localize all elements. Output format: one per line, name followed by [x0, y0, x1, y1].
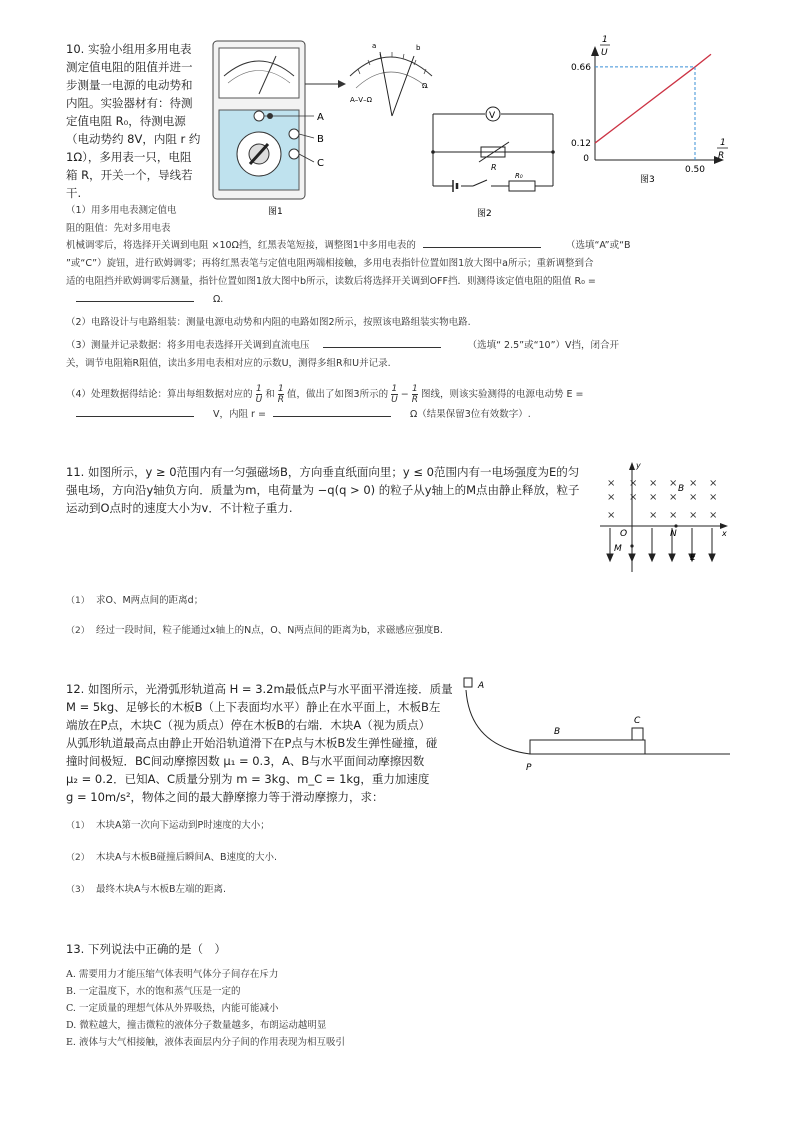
- fig2-voltmeter-label: V: [489, 111, 496, 121]
- q10-part1-cont: 适的电阻挡并欧姆调零后测量，指针位置如图1放大图中b所示，读数后将选择开关调到OFF挡．则测得该定值电阻的阻值 R₀ =: [66, 276, 596, 287]
- magnetic-field-cross-icon: ×: [709, 478, 718, 489]
- magnetic-field-cross-icon: ×: [649, 492, 658, 503]
- q10-part3-text: （3）测量并记录数据：将多用电表选择开关调到直流电压: [66, 340, 310, 351]
- fig1-scale-unit: A–V–Ω: [350, 96, 372, 104]
- q10-intro-line: （电动势约 8V，内阻 r 约: [66, 132, 201, 146]
- q11-fig-label-B: B: [678, 484, 685, 494]
- fig2-rbox-label: R: [491, 163, 497, 172]
- q10-part1-text: （选填“A”或“B: [565, 240, 631, 251]
- q10-part4-text: V，内阻 r =: [213, 409, 266, 420]
- q13-stem: 13. 下列说法中正确的是（ ）: [66, 942, 226, 956]
- figure-1-multimeter: [210, 36, 435, 226]
- magnetic-field-cross-icon: ×: [709, 492, 718, 503]
- q12-stem-line: 端放在P点，木块C（视为质点）停在木板B的右端．木块A（视为质点）: [66, 718, 431, 732]
- q12-fig-label-A: A: [478, 681, 485, 691]
- fig1-pointer-a: a: [372, 42, 377, 50]
- q10-part4-text: Ω（结果保留3位有效数字）.: [410, 409, 531, 420]
- q10-intro-line: 10. 实验小组用多用电表: [66, 42, 192, 56]
- fig1-label-A: A: [317, 112, 324, 123]
- fig3-series-line: [595, 54, 711, 143]
- q11-stem-line: 强电场，方向沿y轴负方向．质量为m，电荷量为 −q(q > 0) 的粒子从y轴上的M点由静止释放，粒子: [66, 483, 580, 497]
- q12-stem: [66, 680, 466, 806]
- magnetic-field-cross-icon: ×: [689, 492, 698, 503]
- fig1-label-B: B: [317, 134, 324, 145]
- q11-fig-label-x: x: [722, 529, 727, 538]
- q11-fig-label-y: y: [636, 461, 641, 470]
- q11-stem: [66, 463, 606, 517]
- q11-sub-number: （1）: [66, 596, 90, 606]
- magnetic-field-cross-icon: ×: [689, 510, 698, 521]
- q12-sub-number: （1）: [66, 821, 90, 831]
- q10-part4-text: （4）处理数据得结论：算出每组数据对应的: [66, 389, 253, 400]
- fig1-label-C: C: [317, 158, 324, 169]
- q10-part1-text: Ω.: [213, 294, 224, 305]
- fig3-x-label-num: 1: [720, 138, 726, 148]
- q10-part3-text: （选填“ 2.5”或“10”）V挡，闭合开: [467, 340, 620, 351]
- q10-part4: （4）处理数据得结论：算出每组数据对应的 1 U 和 1 R 值，做出了如图3所示的 1 U − 1 R 图线，则该实验测得的电源电动势 E =: [66, 384, 584, 405]
- magnetic-field-cross-icon: ×: [629, 478, 638, 489]
- fig1-caption: 图1: [268, 207, 283, 217]
- q10-intro: [66, 40, 216, 202]
- q12-fig-label-C: C: [634, 716, 641, 726]
- q11-sub-text: 求O、M两点间的距离d；: [96, 595, 204, 606]
- fig2-r0-label: R₀: [515, 172, 523, 180]
- q12-sub-3: [66, 881, 226, 895]
- fig3-x-tick: 0.50: [684, 165, 706, 175]
- q10-intro-line: 定值电阻 R₀，待测电源: [66, 114, 186, 128]
- q10-intro-line: 1Ω），多用表一只，电阻: [66, 150, 192, 164]
- q10-part1-cont: ”或“C”）旋钮，进行欧姆调零；再将红黑表笔与定值电阻两端相接触，多用电表指针位置如图1放大图中a所示；重新调整到合: [66, 258, 594, 269]
- q11-fig-label-O: O: [620, 529, 628, 539]
- q11-fig-label-E: E: [690, 553, 696, 563]
- q10-answer-blank-r[interactable]: [273, 406, 391, 417]
- q13-option-a[interactable]: A. 需要用力才能压缩气体表明气体分子间存在斥力: [66, 969, 279, 980]
- q12-sub-text: 木块A第一次向下运动到P时速度的大小；: [96, 820, 270, 831]
- fig3-y-tick: 0.66: [570, 62, 591, 73]
- q12-sub-text: 最终木块A与木板B左端的距离.: [96, 884, 227, 895]
- q12-sub-number: （3）: [66, 885, 90, 895]
- q12-stem-line: 12. 如图所示，光滑弧形轨道高 H = 3.2m最低点P与水平面平滑连接．质量: [66, 682, 453, 696]
- fraction-1-over-u: 1 U: [255, 384, 263, 405]
- q10-part4-text: 和: [265, 389, 275, 400]
- electric-field-arrow-icon: [607, 554, 613, 561]
- q12-fig-label-B: B: [554, 727, 561, 737]
- fig3-y-label-den: U: [601, 48, 608, 58]
- q12-sub-1: [66, 817, 270, 831]
- q10-intro-line: 箱 R，开关一个，导线若: [66, 168, 193, 182]
- q11-sub-2: [66, 622, 443, 636]
- q10-part3-cont: 关，调节电阻箱R阻值，读出多用电表相对应的示数U，测得多组R和U并记录.: [66, 358, 391, 369]
- q11-stem-line: 运动到O点时的速度大小为v．不计粒子重力.: [66, 501, 293, 515]
- q10-part4-text: 图线，则该实验测得的电源电动势 E =: [421, 389, 584, 400]
- magnetic-field-cross-icon: ×: [629, 492, 638, 503]
- fraction-1-over-r: 1 R: [277, 384, 285, 405]
- q11-figure-fields: [596, 460, 731, 578]
- q12-stem-line: μ₂ = 0.2．已知A、C质量分别为 m = 3kg、m_C = 1kg，重力加速度: [66, 772, 430, 786]
- magnetic-field-cross-icon: ×: [607, 510, 616, 521]
- q12-stem-line: 撞时间极短．BC间动摩擦因数 μ₁ = 0.3，A、B与水平面间动摩擦因数: [66, 754, 425, 768]
- q11-stem-line: 11. 如图所示，y ≥ 0范围内有一匀强磁场B，方向垂直纸面向里；y ≤ 0范围内有一电场强度为E的匀: [66, 465, 580, 479]
- q12-sub-number: （2）: [66, 853, 90, 863]
- q10-part3: [66, 337, 619, 354]
- magnetic-field-cross-icon: ×: [649, 510, 658, 521]
- q10-part4-text: 值，做出了如图3所示的: [287, 389, 389, 400]
- q12-sub-2: [66, 849, 277, 863]
- fig3-y-label-num: 1: [602, 35, 608, 45]
- q10-part1-text: 机械调零后，将选择开关调到电阻 ×10Ω挡，红黑表笔短接，调整图1中多用电表的: [66, 240, 416, 251]
- q10-part1-cont: [66, 291, 223, 308]
- q13-option-c[interactable]: C. 一定质量的理想气体从外界吸热，内能可能减小: [66, 1003, 279, 1014]
- q10-part1-line: （1）用多用电表测定值电: [66, 205, 177, 216]
- fig1-pointer-b: b: [416, 44, 421, 52]
- figure-3-graph: [560, 30, 735, 190]
- fig3-caption: 图3: [640, 175, 655, 185]
- fig3-y-tick: 0.12: [570, 139, 591, 150]
- q10-intro-line: 步测量一电源的电动势和: [66, 78, 193, 92]
- electric-field-arrow-icon: [669, 554, 675, 561]
- electric-field-arrow-icon: [709, 554, 715, 561]
- magnetic-field-cross-icon: ×: [669, 492, 678, 503]
- q10-part1-cont: [66, 237, 631, 254]
- q10-part2: （2）电路设计与电路组装：测量电源电动势和内阻的电路如图2所示，按照该电路组装实物电路.: [66, 317, 471, 328]
- fig1-ohm-symbol: Ω: [422, 82, 428, 90]
- q11-fig-label-N: N: [670, 529, 677, 539]
- magnetic-field-cross-icon: ×: [689, 478, 698, 489]
- fraction-1-over-u: 1 U: [391, 384, 398, 405]
- figure-2-circuit: [425, 100, 570, 220]
- fig2-caption: 图2: [477, 209, 492, 219]
- q10-answer-blank-range[interactable]: [323, 337, 441, 348]
- q10-part4-cont: [66, 406, 531, 423]
- q11-sub-text: 经过一段时间，粒子能通过x轴上的N点，O、N两点间的距离为b，求磁感应强度B.: [96, 625, 443, 636]
- fig3-x-label-den: R: [718, 151, 725, 161]
- magnetic-field-cross-icon: ×: [607, 492, 616, 503]
- q10-answer-blank-r0[interactable]: [76, 291, 194, 302]
- magnetic-field-cross-icon: ×: [649, 478, 658, 489]
- fig3-origin: 0: [583, 154, 589, 164]
- q10-answer-blank-knob[interactable]: [423, 237, 541, 248]
- magnetic-field-cross-icon: ×: [669, 478, 678, 489]
- q11-sub-number: （2）: [66, 626, 90, 636]
- q12-fig-label-P: P: [526, 763, 532, 773]
- q12-stem-line: g = 10m/s²，物体之间的最大静摩擦力等于滑动摩擦力，求：: [66, 790, 384, 804]
- q13-option-d[interactable]: D. 微粒越大，撞击微粒的液体分子数量越多，布朗运动越明显: [66, 1020, 327, 1031]
- q10-intro-line: 干.: [66, 186, 82, 200]
- q10-intro-line: 测定值电阻的阻值并进一: [66, 60, 193, 74]
- electric-field-arrow-icon: [629, 554, 635, 561]
- q11-fig-label-M: M: [614, 544, 622, 554]
- electric-field-arrow-icon: [649, 554, 655, 561]
- q12-stem-line: M = 5kg、足够长的木板B（上下表面均水平）静止在水平面上，木板B左: [66, 700, 441, 714]
- magnetic-field-cross-icon: ×: [709, 510, 718, 521]
- q10-intro-line: 内阻。实验器材有：待测: [66, 96, 193, 110]
- q13-option-e[interactable]: E. 液体与大气相接触，液体表面层内分子间的作用表现为相互吸引: [66, 1037, 345, 1048]
- q10-part1-line: 阻的阻值：先对多用电表: [66, 223, 171, 234]
- magnetic-field-cross-icon: ×: [669, 510, 678, 521]
- q11-sub-1: [66, 592, 203, 606]
- q12-sub-text: 木块A与木板B碰撞后瞬间A、B速度的大小.: [96, 852, 278, 863]
- q12-figure-track: [460, 676, 735, 776]
- q13-option-b[interactable]: B. 一定温度下，水的饱和蒸气压是一定的: [66, 986, 241, 997]
- q10-answer-blank-emf[interactable]: [76, 406, 194, 417]
- fraction-1-over-r: 1 R: [411, 384, 418, 405]
- q12-stem-line: 从弧形轨道最高点由静止开始沿轨道滑下在P点与木板B发生弹性碰撞，碰: [66, 736, 438, 750]
- magnetic-field-cross-icon: ×: [607, 478, 616, 489]
